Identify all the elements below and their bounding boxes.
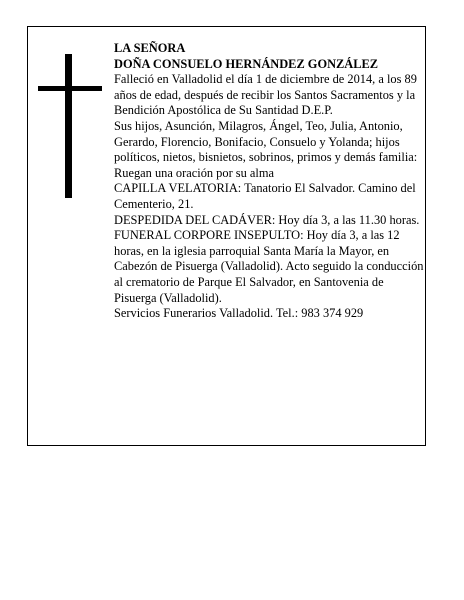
chapel-info: CAPILLA VELATORIA: Tanatorio El Salvador. Camino del Cementerio, 21.	[114, 181, 416, 211]
cross-horizontal-bar	[38, 86, 102, 91]
prayer-request: Ruegan una oración por su alma	[114, 165, 274, 180]
funeral-services-contact: Servicios Funerarios Valladolid. Tel.: 983 374 929	[114, 306, 364, 321]
notice-title: LA SEÑORA	[114, 41, 186, 55]
farewell-info: DESPEDIDA DEL CADÁVER: Hoy día 3, a las 11.30 horas.	[114, 212, 420, 227]
obituary-text	[114, 41, 426, 322]
funeral-info: FUNERAL CORPORE INSEPULTO: Hoy día 3, a las 12 horas, en la iglesia parroquial Santa María la Mayor, en Cabezón de Pisuerga (Valladolid). Acto seguido la conducción al crematorio de Parque El Salvador, en Santovenia de Pisuerga (Valladolid).	[114, 228, 424, 305]
death-announcement: Falleció en Valladolid el día 1 de diciembre de 2014, a los 89 años de edad, después de recibir los Santos Sacramentos y la Bendición Apostólica de Su Santidad D.E.P.	[114, 72, 417, 118]
deceased-name: DOÑA CONSUELO HERNÁNDEZ GONZÁLEZ	[114, 56, 379, 71]
cross-icon	[38, 54, 102, 198]
cross-vertical-bar	[65, 54, 72, 198]
family-list: Sus hijos, Asunción, Milagros, Ángel, Teo, Julia, Antonio, Gerardo, Florencio, Bonifacio, Consuelo y Yolanda; hijos políticos, nietos, bisnietos, sobrinos, primos y demás familia:	[114, 118, 418, 165]
